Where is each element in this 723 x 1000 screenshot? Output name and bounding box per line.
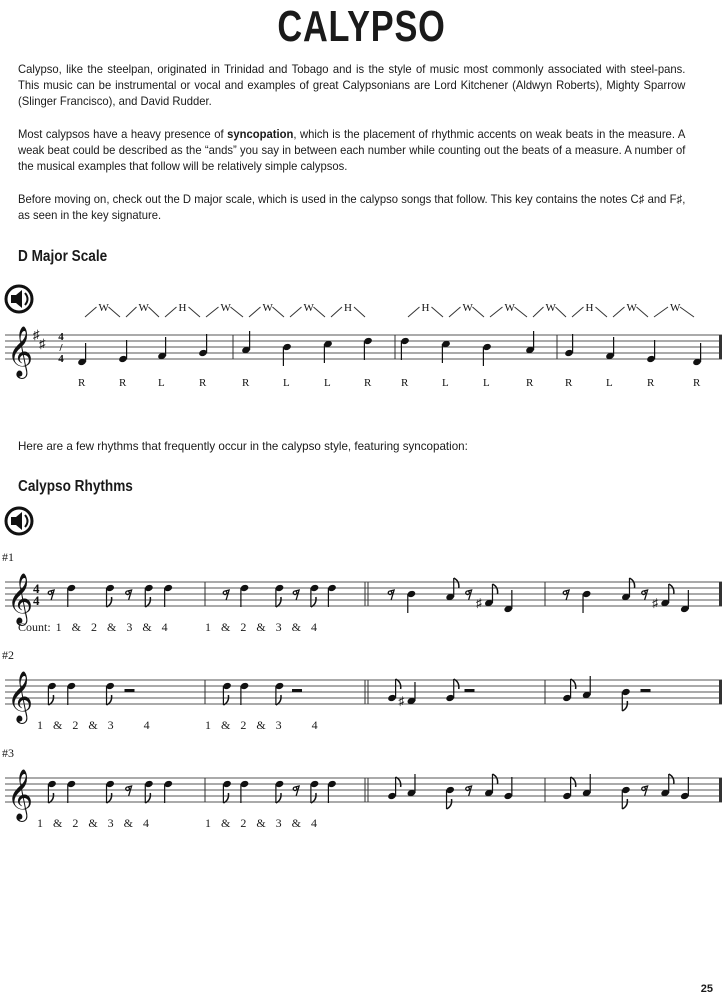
interval-bracket — [314, 307, 326, 317]
eighth-flag — [454, 578, 459, 588]
sharp-accidental: ♯ — [652, 596, 659, 610]
interval-bracket — [331, 307, 342, 317]
interval-bracket — [126, 307, 137, 317]
interval-bracket — [490, 307, 503, 317]
sticking-label: R — [565, 377, 573, 389]
count-label: Count: 1 & 2 & 3 & 4 — [18, 620, 168, 634]
interval-bracket — [613, 307, 625, 317]
text: , which is the placement of rhythmic accents on weak beats in the measure. A weak beat could be described as the “ands” you say in between each number while counting out the beats of a measure. A number of the musical examples that follow will be relatively simple calypsos. — [18, 128, 686, 174]
interval-label: W — [462, 302, 473, 314]
example-label: #2 — [2, 648, 14, 662]
time-signature-bottom: 4 — [33, 593, 40, 608]
count-label: 1 & 2 & 3 & 4 — [205, 620, 318, 634]
audio-speaker-icon[interactable] — [4, 506, 34, 536]
interval-bracket — [654, 307, 668, 317]
interval-label: W — [626, 302, 637, 314]
sticking-label: L — [324, 377, 331, 389]
eighth-flag — [447, 799, 452, 809]
eighth-rest — [642, 786, 648, 796]
eighth-flag — [492, 584, 497, 594]
interval-label: H — [421, 302, 430, 314]
time-signature-top: 4 — [33, 581, 40, 596]
interval-label: W — [545, 302, 556, 314]
interval-bracket — [85, 307, 97, 317]
interval-bracket — [556, 307, 567, 317]
interval-label: W — [504, 302, 515, 314]
sticking-label: R — [647, 377, 655, 389]
eighth-rest — [223, 590, 229, 600]
eighth-rest — [466, 590, 472, 600]
interval-label: W — [303, 302, 314, 314]
eighth-rest — [126, 590, 132, 600]
page-number: 25 — [700, 983, 713, 995]
final-barline — [719, 778, 722, 802]
sticking-label: R — [242, 377, 250, 389]
eighth-flag — [622, 701, 627, 711]
interval-bracket — [449, 307, 461, 317]
interval-bracket — [165, 307, 177, 317]
eighth-rest — [293, 786, 299, 796]
interval-label: W — [98, 302, 109, 314]
sticking-label: L — [442, 377, 449, 389]
half-rest — [125, 689, 135, 692]
interval-bracket — [273, 307, 285, 317]
interval-label: W — [220, 302, 231, 314]
intro-paragraph: Calypso, like the steelpan, originated in Trinidad and Tobago and is the style of music most commonly associated with steel-pans. This music can be instrumental or vocal and examples of great Calypsonians are Lord Kitchener (Aldwyn Roberts), Mighty Sparrow (Slinger Francisco), and David Rudder. — [18, 63, 686, 109]
interval-bracket — [206, 307, 219, 317]
interval-bracket — [231, 307, 244, 317]
final-barline — [719, 335, 722, 359]
key-signature-sharp: ♯ — [39, 336, 46, 351]
interval-label: W — [138, 302, 149, 314]
count-label: 1 & 2 & 3 4 — [37, 718, 150, 732]
sharp-accidental: ♯ — [475, 596, 482, 610]
example-label: #1 — [2, 550, 14, 564]
sharp-accidental: ♯ — [398, 694, 405, 708]
sticking-label: L — [483, 377, 490, 389]
key-signature-sharp: ♯ — [33, 327, 40, 342]
half-rest — [465, 689, 475, 692]
half-rest — [292, 689, 302, 692]
example-label: #3 — [2, 746, 14, 760]
count-label: 1 & 2 & 3 4 — [205, 718, 318, 732]
interval-bracket — [354, 307, 365, 317]
eighth-flag — [669, 584, 674, 594]
interval-bracket — [249, 307, 261, 317]
eighth-rest — [293, 590, 299, 600]
eighth-rest — [48, 590, 54, 600]
interval-bracket — [473, 307, 485, 317]
eighth-rest — [388, 590, 394, 600]
syncopation-paragraph — [18, 127, 685, 176]
interval-bracket — [637, 307, 649, 317]
interval-label: H — [178, 302, 187, 314]
interval-bracket — [189, 307, 201, 317]
text: Most calypsos have a heavy presence of — [18, 128, 228, 141]
eighth-flag — [629, 578, 634, 588]
count-label: 1 & 2 & 3 & 4 — [37, 816, 150, 830]
final-barline — [719, 582, 722, 606]
sticking-label: L — [283, 377, 290, 389]
interval-bracket — [432, 307, 444, 317]
interval-bracket — [149, 307, 160, 317]
eighth-rest — [126, 786, 132, 796]
interval-bracket — [408, 307, 420, 317]
sticking-label: R — [199, 377, 207, 389]
interval-bracket — [290, 307, 302, 317]
treble-clef-icon: 𝄞 — [7, 327, 34, 376]
eighth-flag — [669, 774, 674, 784]
half-rest — [641, 689, 651, 692]
interval-bracket — [596, 307, 608, 317]
interval-bracket — [572, 307, 584, 317]
time-signature: 4/4 — [55, 331, 67, 364]
interval-label: W — [262, 302, 273, 314]
treble-clef-icon: 𝄞 — [7, 672, 34, 721]
count-label: 1 & 2 & 3 & 4 — [205, 816, 318, 830]
treble-clef-icon: 𝄞 — [7, 574, 34, 623]
sticking-label: L — [606, 377, 613, 389]
interval-bracket — [109, 307, 121, 317]
d-major-scale-staff — [0, 295, 723, 395]
sticking-label: R — [526, 377, 534, 389]
eighth-rest — [466, 786, 472, 796]
page-title: CALYPSO — [277, 2, 446, 51]
sticking-label: L — [158, 377, 165, 389]
sticking-label: R — [401, 377, 409, 389]
sticking-label: R — [693, 377, 701, 389]
sticking-label: R — [78, 377, 86, 389]
interval-label: H — [344, 302, 352, 314]
eighth-flag — [622, 799, 627, 809]
scale-paragraph: Before moving on, check out the D major scale, which is used in the calypso songs that follow. This key contains the notes C♯ and F♯, as seen in the key signature. — [18, 193, 686, 223]
interval-bracket — [533, 307, 544, 317]
rhythms-intro-text: Here are a few rhythms that frequently occur in the calypso style, featuring syncopation: — [18, 440, 468, 453]
interval-label: H — [585, 302, 594, 314]
eighth-rest — [563, 590, 569, 600]
scale-heading: D Major Scale — [18, 248, 108, 265]
interval-bracket — [680, 307, 694, 317]
eighth-rest — [642, 590, 648, 600]
eighth-flag — [492, 774, 497, 784]
sticking-label: R — [364, 377, 372, 389]
interval-label: W — [670, 302, 681, 314]
final-barline — [719, 680, 722, 704]
rhythms-heading: Calypso Rhythms — [18, 478, 133, 495]
syncopation-term: syncopation — [227, 128, 294, 141]
treble-clef-icon: 𝄞 — [7, 770, 34, 819]
sticking-label: R — [119, 377, 127, 389]
interval-bracket — [515, 307, 528, 317]
